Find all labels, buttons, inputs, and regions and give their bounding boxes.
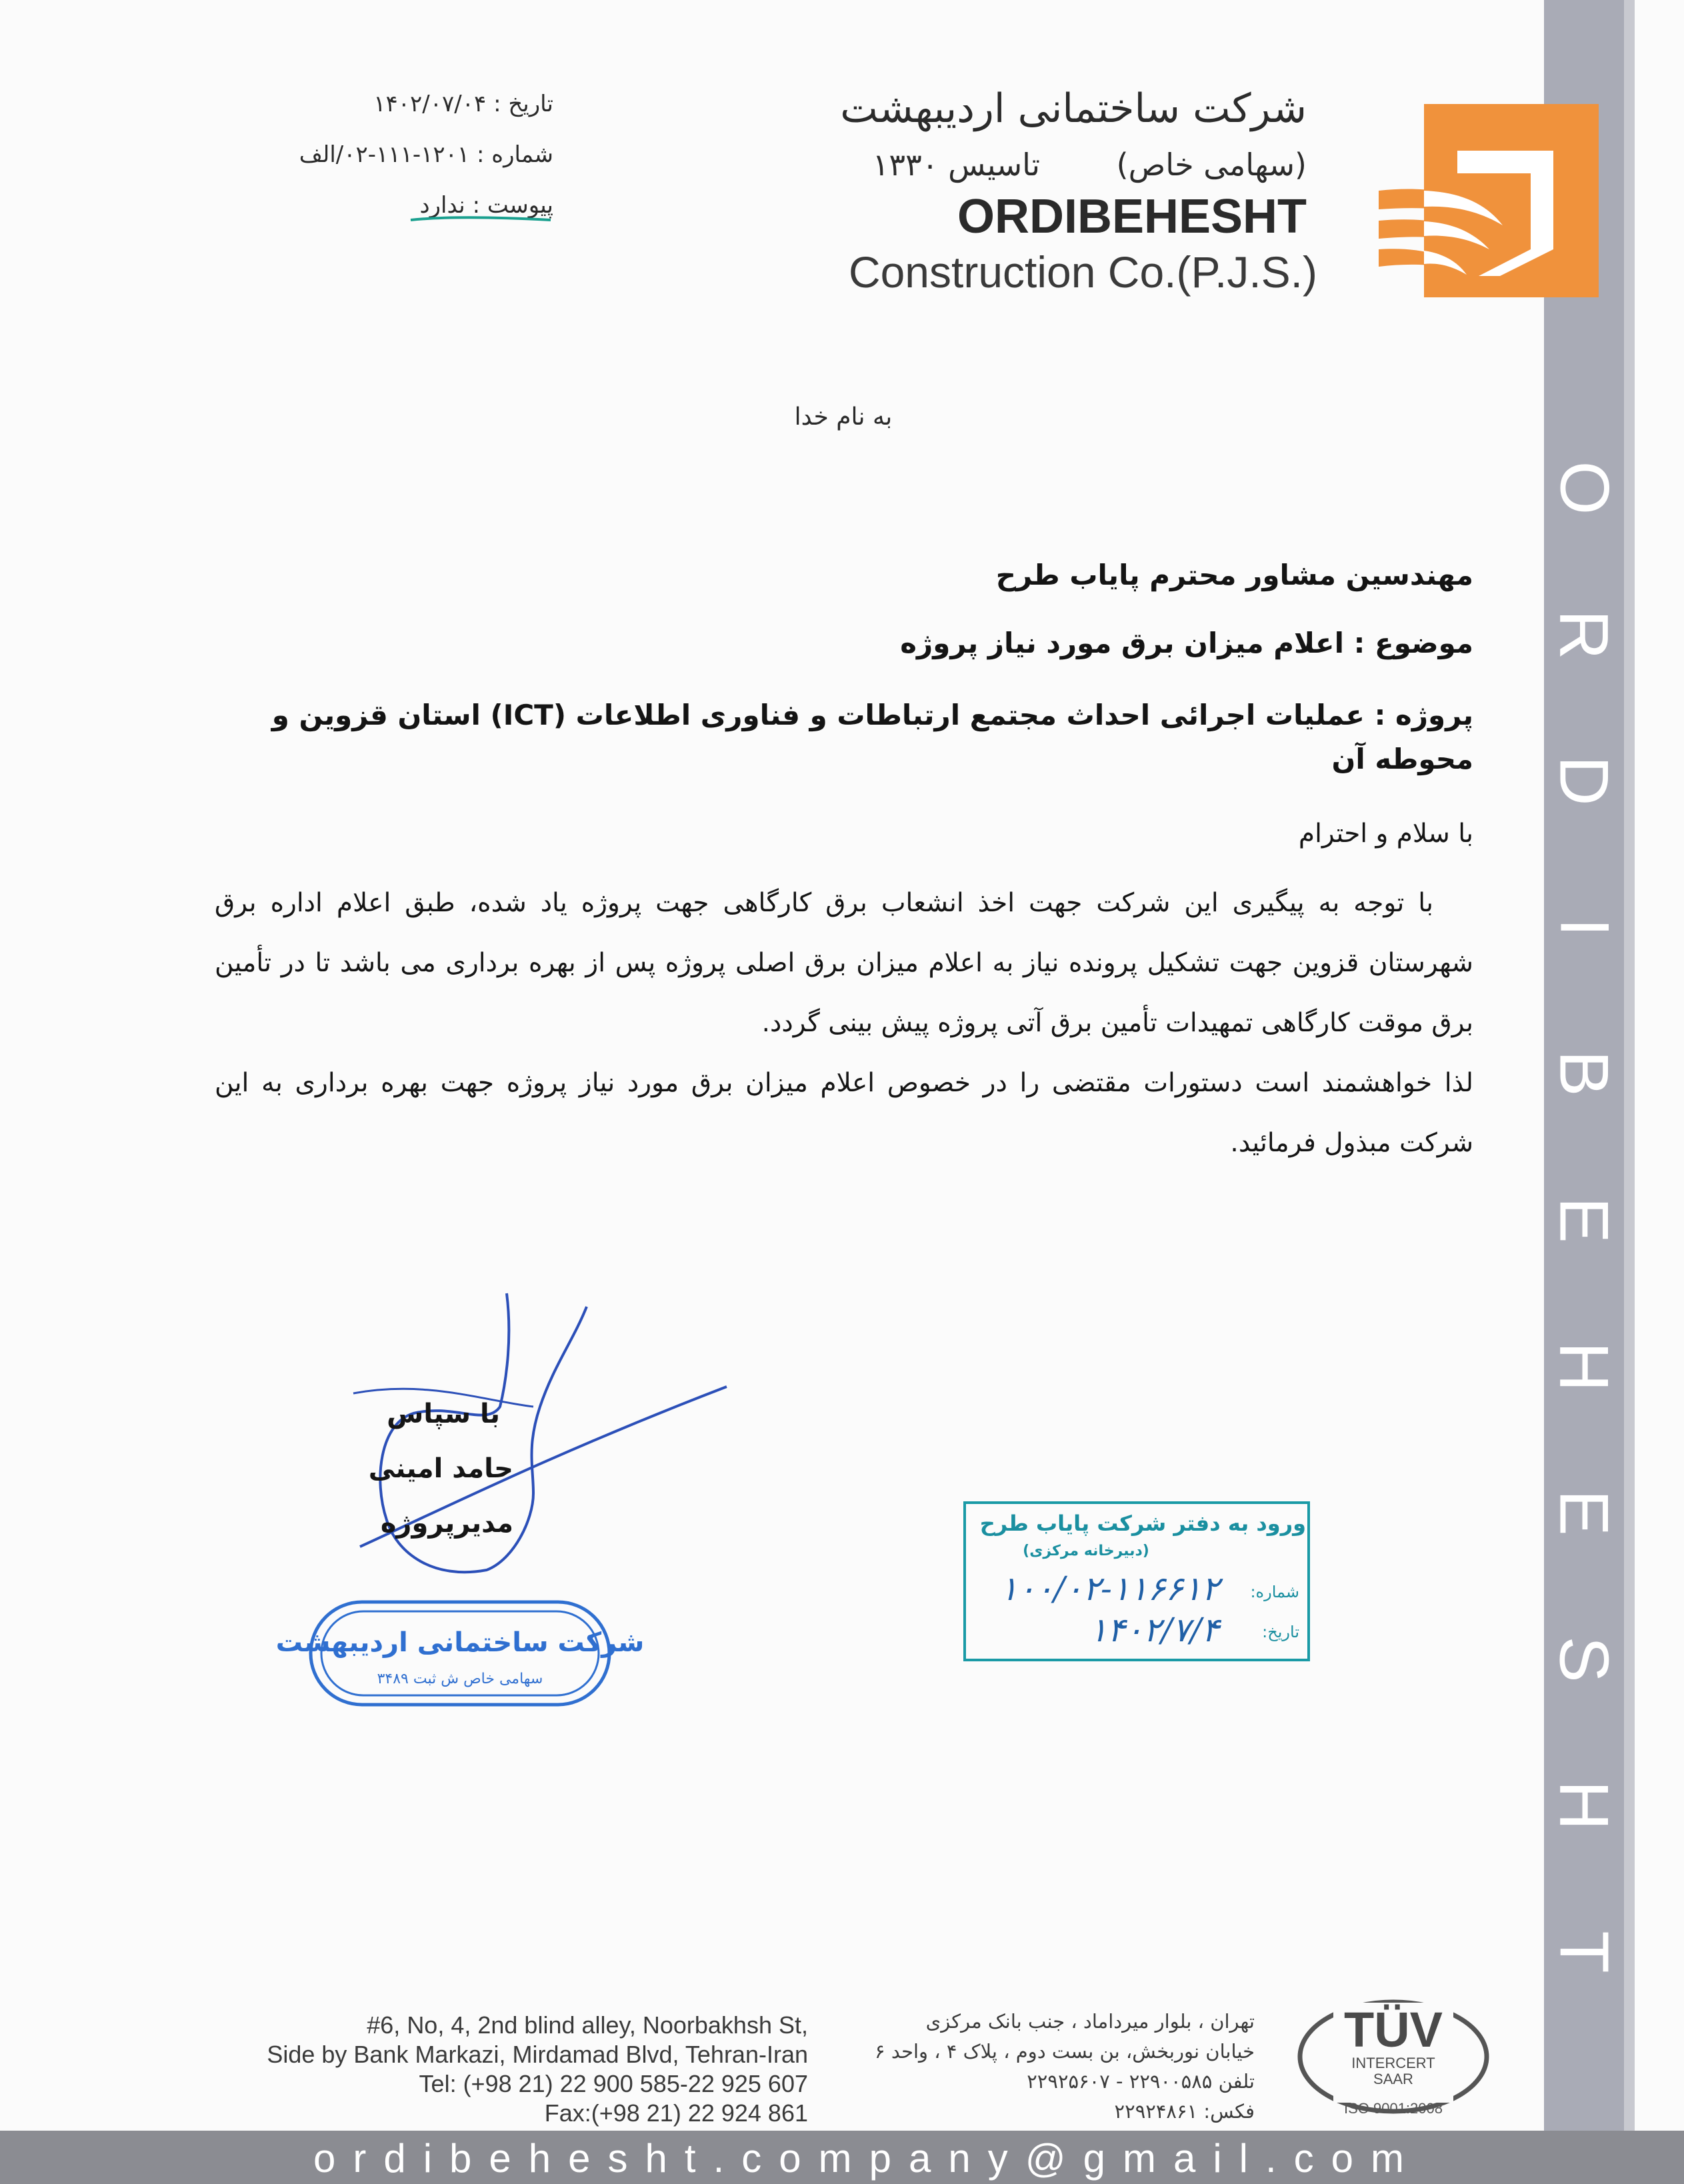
side-letter: T xyxy=(1545,1931,1623,1973)
seal-text: شرکت ساختمانی اردیبهشت xyxy=(275,1627,645,1658)
side-letter: S xyxy=(1545,1636,1623,1683)
address-en-line: #6, No, 4, 2nd blind alley, Noorbakhsh St, xyxy=(367,2011,808,2039)
company-name-en: ORDIBEHESHT xyxy=(957,190,1307,243)
stamp-subtitle: (دبیرخانه مرکزی) xyxy=(1023,1543,1149,1559)
address-fa-line: تهران ، بلوار میرداماد ، جنب بانک مرکزی xyxy=(925,2010,1255,2033)
letter-attachment: پیوست : ندارد xyxy=(419,192,553,219)
side-letter: B xyxy=(1545,1050,1623,1097)
address-fa xyxy=(841,2007,1255,2127)
letter-date: تاریخ : ۱۴۰۲/۰۷/۰۴ xyxy=(373,91,553,117)
company-seal-stamp xyxy=(275,1597,645,1710)
side-letter: H xyxy=(1545,1780,1623,1831)
side-letter: E xyxy=(1545,1489,1623,1536)
company-type-fa: (سهامی خاص) xyxy=(1116,147,1307,183)
stamp-number-label: شماره: xyxy=(1250,1583,1299,1601)
stamp-number-value: ۱۰۰/۰۲-۱۱۶۶۱۲ xyxy=(999,1569,1219,1608)
signatory-name: حامد امینی xyxy=(368,1453,513,1484)
fax-fa: فکس: ۲۲۹۲۴۸۶۱ xyxy=(1114,2100,1255,2123)
stamp-date-label: تاریخ: xyxy=(1262,1623,1299,1641)
subject-line: موضوع : اعلام میزان برق مورد نیاز پروژه xyxy=(900,627,1473,659)
address-fa-line: خیابان نوربخش، بن بست دوم ، پلاک ۴ ، واحد ۶ xyxy=(875,2040,1255,2063)
side-letter: O xyxy=(1545,461,1623,515)
letter-meta xyxy=(200,79,553,231)
company-name-fa: شرکت ساختمانی اردیبهشت xyxy=(840,85,1307,132)
basmala: به نام خدا xyxy=(794,403,893,431)
side-letter: D xyxy=(1545,755,1623,806)
side-band-edge xyxy=(1624,0,1635,2184)
tuv-saar: SAAR xyxy=(1373,2071,1413,2087)
greeting: با سلام و احترام xyxy=(1298,819,1473,849)
project-line: پروژه : عملیات اجرائی احداث مجتمع ارتباطات و فناوری اطلاعات (ICT) استان قزوین و محوطه آن xyxy=(271,699,1473,775)
recipient: مهندسین مشاور محترم پایاب طرح xyxy=(995,559,1473,591)
side-letter: E xyxy=(1545,1197,1623,1243)
side-letter: R xyxy=(1545,609,1623,660)
side-band-letters xyxy=(1544,453,1624,1987)
seal-subtext: سهامی خاص ش ثبت ۳۴۸۹ xyxy=(377,1671,543,1687)
iso-label: ISO 9001:2008 xyxy=(1343,2100,1443,2117)
phone-en: Tel: (+98 21) 22 900 585-22 925 607 xyxy=(419,2070,808,2097)
letter-number: شماره : ۱۲۰۱-۱۱۱-۰۲/الف xyxy=(299,141,553,168)
established-year-fa: تاسیس ۱۳۳۰ xyxy=(872,147,1040,183)
company-name-en-line2: Construction Co.(P.J.S.) xyxy=(848,247,1317,297)
body-paragraph-1: با توجه به پیگیری این شرکت جهت اخذ انشعاب برق کارگاهی جهت پروژه یاد شده، طبق اعلام اداره برق شهرستان قزوین جهت تشکیل پرونده نیاز به اعلام میزان برق اصلی پروژه پس از بهره برداری می باشد تا در تأمین برق موقت کارگاهی تمهیدات تأمین برق آتی پروژه پیش بینی گردد. xyxy=(215,888,1473,1038)
fax-en: Fax:(+98 21) 22 924 861 xyxy=(544,2099,808,2127)
stamp-date-value: ۱۴۰۲/۷/۴ xyxy=(1089,1611,1219,1649)
signatory-title: مدیرپروژه xyxy=(380,1508,513,1539)
company-email: ordibehesht.company@gmail.com xyxy=(313,2136,1421,2181)
tuv-text: TÜV xyxy=(1344,2002,1443,2057)
address-en xyxy=(200,2011,808,2128)
side-letter: I xyxy=(1545,917,1623,937)
body-paragraph-2: لذا خواهشمند است دستورات مقتضی را در خصوص اعلام میزان برق مورد نیاز پروژه جهت بهره برداری به این شرکت مبذول فرمائید. xyxy=(215,1068,1473,1158)
phone-fa: تلفن ۲۲۹۰۰۵۸۵ - ۲۲۹۲۵۶۰۷ xyxy=(1027,2070,1255,2093)
signature-thanks: با سپاس xyxy=(387,1399,500,1429)
tuv-certification-logo-icon xyxy=(1293,1993,1493,2120)
received-stamp xyxy=(963,1501,1310,1661)
address-en-line: Side by Bank Markazi, Mirdamad Blvd, Tehran-Iran xyxy=(267,2041,808,2068)
attachment-underline-mark xyxy=(408,212,555,225)
side-letter: H xyxy=(1545,1341,1623,1392)
stamp-title: ورود به دفتر شرکت پایاب طرح xyxy=(979,1511,1306,1536)
tuv-intercert: INTERCERT xyxy=(1351,2055,1435,2071)
company-logo-icon xyxy=(1379,104,1599,297)
